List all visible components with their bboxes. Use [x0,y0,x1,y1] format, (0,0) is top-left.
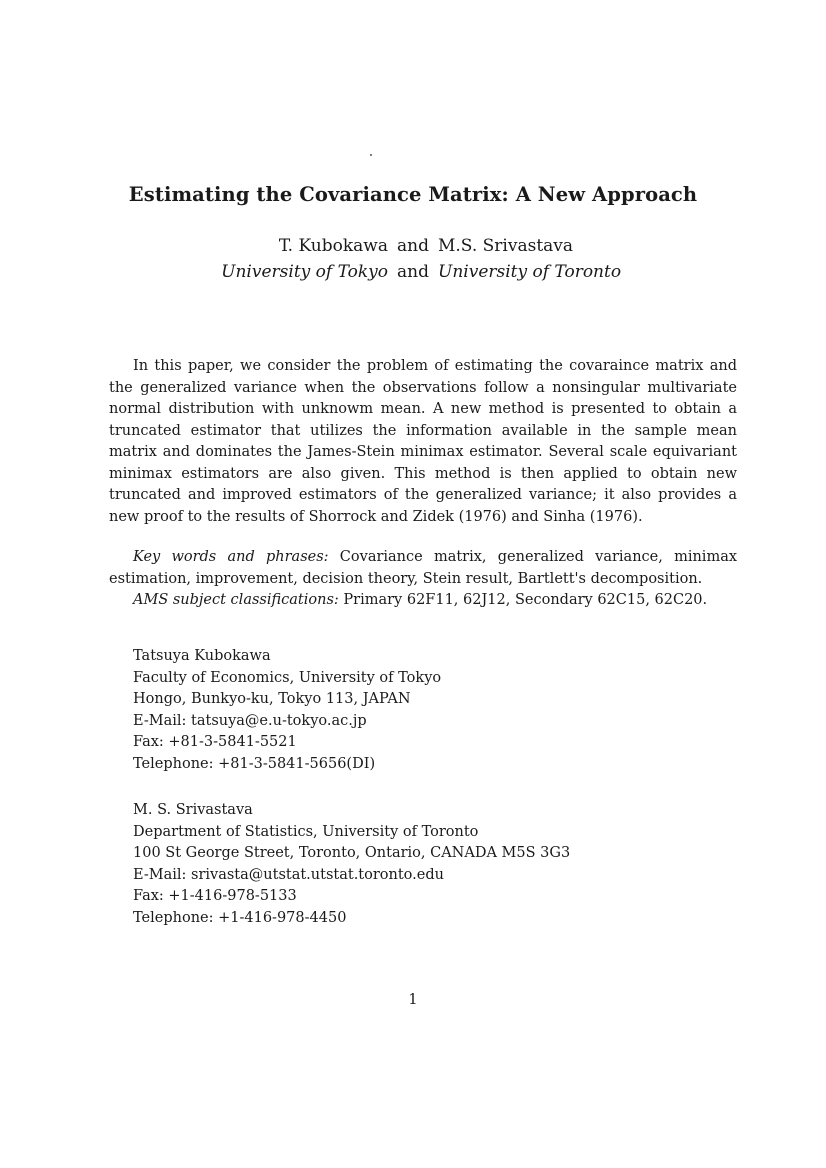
address-1-phone: Telephone: +81-3-5841-5656(DI) [133,755,376,772]
author-name-left: T. Kubokawa [278,236,388,256]
author-and: and [397,236,429,256]
ams-paragraph [109,590,737,612]
author-names-row [0,233,826,259]
affiliation-left: University of Tokyo [221,262,388,282]
affiliation-right: University of Toronto [438,262,622,282]
page-number: 1 [408,992,418,1008]
address-1-street: Hongo, Bunkyo-ku, Tokyo 113, JAPAN [133,691,411,707]
address-2-street: 100 St George Street, Toronto, Ontario, CANADA M5S 3G3 [133,845,571,861]
ams-label: AMS subject classifications: [133,592,339,608]
address-2-phone: Telephone: +1-416-978-4450 [133,909,347,926]
address-block-2 [133,800,733,929]
paper-title: Estimating the Covariance Matrix: A New Approach [128,183,698,206]
affiliation-and: and [397,262,429,282]
stray-dot [370,154,372,156]
author-affiliations-row [0,259,826,285]
address-1-email: E-Mail: tatsuya@e.u-tokyo.ac.jp [133,712,367,729]
address-1-dept: Faculty of Economics, University of Tokyo [133,669,442,686]
address-1-name: Tatsuya Kubokawa [133,648,271,664]
abstract: In this paper, we consider the problem of estimating the covaraince matrix and the generalized variance when the observations follow a nonsingular multivariate normal distribution with unknowm mean. A new method is presented to obtain a truncated estimator that utilizes the information available in the sample mean matrix and dominates the James-Stein minimax estimator. Several scale equivariant minimax estimators are also given. This method is then applied to obtain new truncated and improved estimators of the generalized variance; it also provides a new proof to the results of Shorrock and Zidek (1976) and Sinha (1976). [109,358,737,525]
keywords-paragraph [109,547,737,590]
address-1-fax: Fax: +81-3-5841-5521 [133,734,297,750]
address-2-name: M. S. Srivastava [133,802,253,818]
author-name-right: M.S. Srivastava [438,236,574,256]
address-2-fax: Fax: +1-416-978-5133 [133,888,297,904]
keywords-block [109,547,737,612]
ams-text: Primary 62F11, 62J12, Secondary 62C15, 62C20. [343,592,708,608]
address-block-1 [133,646,733,775]
keywords-label: Key words and phrases: [133,549,329,565]
keywords-text: Covariance matrix, generalized variance, minimax estimation, improvement, decision theory, Stein result, Bartlett's decomposition. [109,549,738,587]
address-2-dept: Department of Statistics, University of Toronto [133,823,479,840]
address-2-email: E-Mail: srivasta@utstat.utstat.toronto.edu [133,866,444,883]
author-block [0,233,826,285]
